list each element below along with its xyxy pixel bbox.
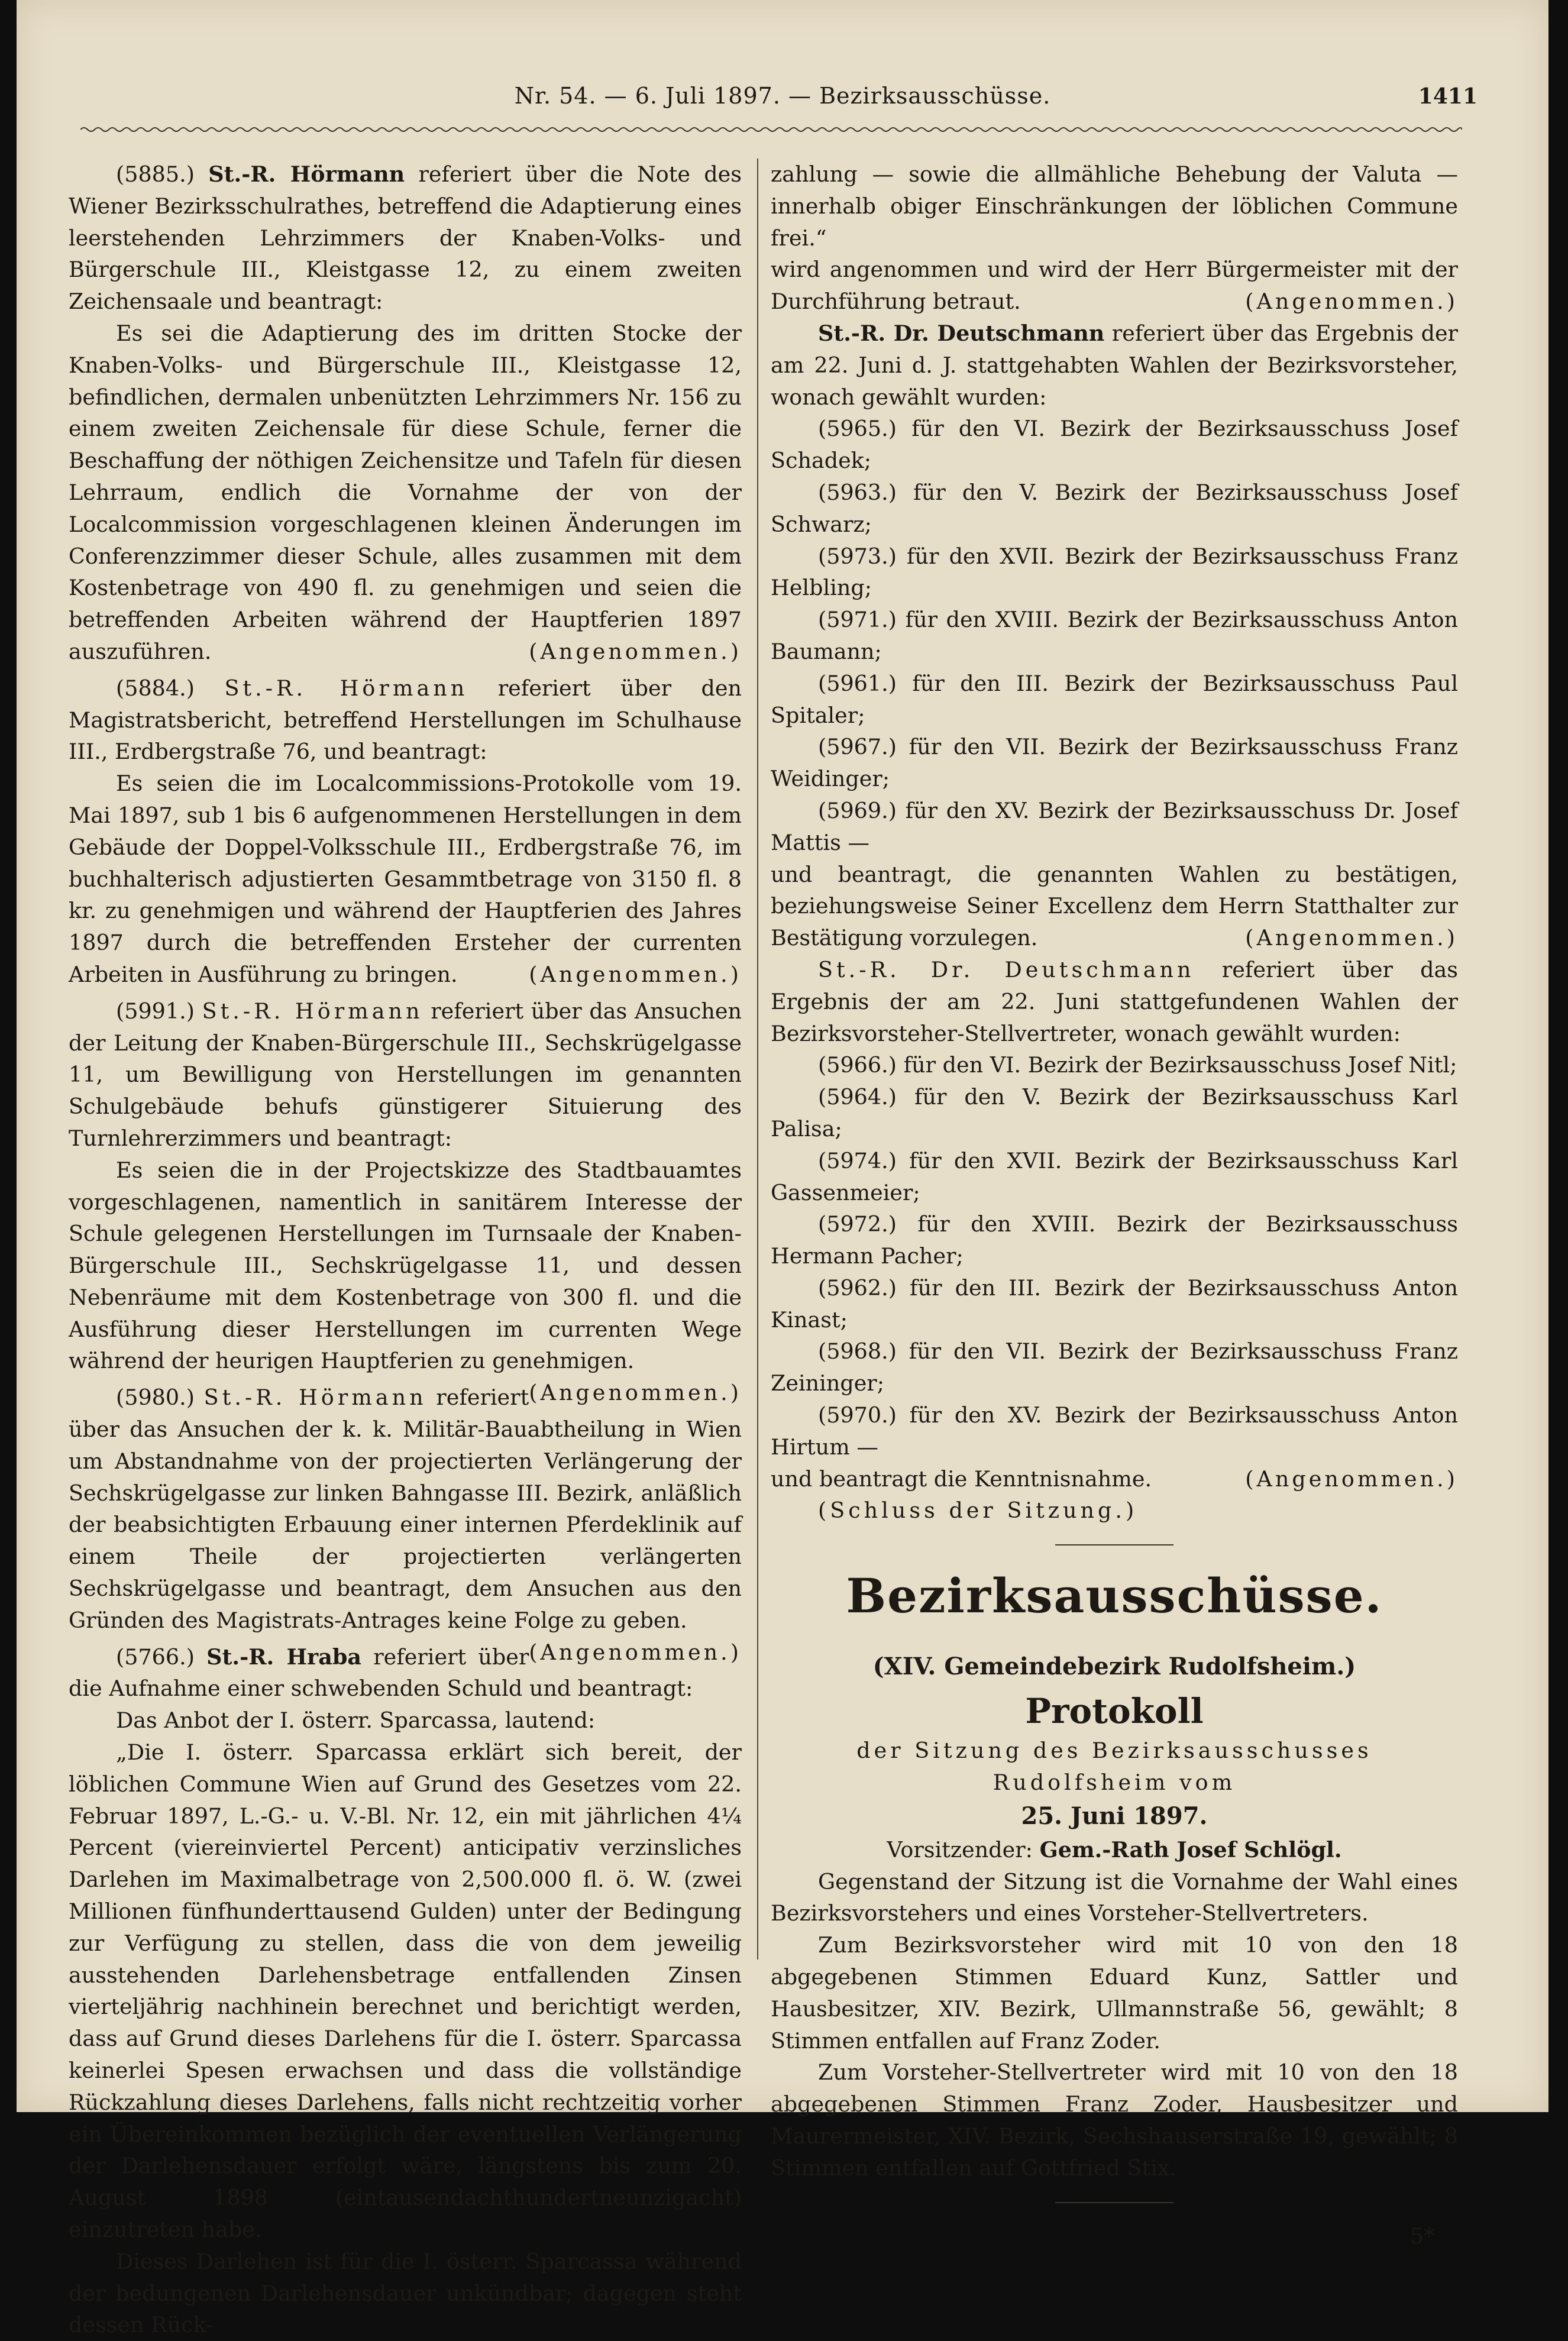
result-accepted: (Angenommen.)	[529, 638, 742, 664]
item-number: (5885.)	[116, 161, 195, 187]
header-line: Nr. 54. — 6. Juli 1897. — Bezirksausschüsse.	[514, 83, 1051, 109]
page-number: 1411	[1418, 84, 1478, 109]
chair-line	[771, 1834, 1458, 1866]
left-column	[69, 159, 742, 2341]
item-5885	[69, 159, 742, 318]
item-text: referiert über den Magistratsbericht, betreffend Herstellungen im Schulhause III., Erdbergstraße 76, und beantragt:	[69, 675, 742, 765]
chair-name: Gem.-Rath Josef Schlögl.	[1039, 1836, 1342, 1863]
chair-label: Vorsitzender:	[887, 1836, 1033, 1863]
election-entry: (5968.) für den VII. Bezirk der Bezirksausschuss Franz Zeininger;	[771, 1338, 1458, 1396]
speaker-name: St.-R. Hraba	[206, 1644, 362, 1670]
item-number: (5766.)	[116, 1644, 195, 1670]
right-column	[771, 159, 1458, 2252]
result-accepted: (Angenommen.)	[529, 961, 742, 987]
item-text: referiert über das Ergebnis der am 22. Juni d. J. stattgehabten Wahlen der Bezirksvorsteher, wonach gewählt wurden:	[771, 320, 1458, 410]
speaker-name: St.-R. Hörmann	[203, 1385, 427, 1411]
newspaper-page	[17, 0, 1548, 2338]
motion-text: Es seien die im Localcommissions-Protokolle vom 19. Mai 1897, sub 1 bis 6 aufgenommenen Herstellungen in dem Gebäude der Doppel-Volksschule III., Erdbergstraße 76, im buchhalterisch adjustierten Gesammtbetrage von 3150 fl. 8 kr. zu genehmigen und während der Hauptferien des Jahres 1897 durch die betreffenden Ersteher der currenten Arbeiten in Ausführung zu bringen. (Angenommen.)	[69, 768, 742, 991]
offer-quote: „Die I. österr. Sparcassa erklärt sich bereit, der löblichen Commune Wien auf Grund des Gesetzes vom 22. Februar 1897, L.-G.- u. V.-Bl. Nr. 12, ein mit jährlichen 4¼ Percent (viereinviertel Percent) anticipativ verzinsliches Darlehen im Maximalbetrage von 2,500.000 fl. ö. W. (zwei Millionen fünfhunderttausend Gulden) unter der Bedingung zur Verfügung zu stellen, dass die von dem jeweilig ausstehenden Darlehensbetrage entfallenden Zinsen vierteljährig nachhinein berechnet und berichtigt werden, dass auf Grund dieses Darlehens für die I. österr. Sparcassa keinerlei Spesen erwachsen und dass die vollständige Rückzahlung dieses Darlehens, falls nicht rechtzeitig vorher ein Übereinkommen bezüglich der eventuellen Verlängerung der Darlehensdauer erfolgt wäre, längstens bis zum 20. August 1898 (eintausendachthundertneunzigacht) einzutreten habe.	[69, 1739, 742, 2242]
election-entry: (5972.) für den XVIII. Bezirk der Bezirksausschuss Hermann Pacher;	[771, 1211, 1458, 1269]
page-header	[17, 83, 1548, 118]
protocol-heading: Protokoll	[1025, 1691, 1204, 1732]
session-subject: Gegenstand der Sitzung ist die Vornahme der Wahl eines Bezirksvorstehers und eines Vorsteher-Stellvertreters.	[771, 1868, 1458, 1926]
result-accepted: (Angenommen.)	[1245, 1466, 1458, 1492]
vote-chair: Zum Bezirksvorsteher wird mit 10 von den 18 abgegebenen Stimmen Eduard Kunz, Sattler und Hausbesitzer, XIV. Bezirk, Ullmannstraße 56, gewählt; 8 Stimmen entfallen auf Franz Zoder.	[771, 1932, 1458, 2054]
item-number: (5980.)	[116, 1385, 195, 1411]
speaker-name: St.-R. Dr. Deutschmann	[818, 956, 1195, 982]
offer-resolution: wird angenommen und wird der Herr Bürgermeister mit der Durchführung betraut. (Angenommen.)	[771, 254, 1458, 318]
vote-deputy: Zum Vorsteher-Stellvertreter wird mit 10 von den 18 abgegebenen Stimmen Franz Zoder, Hausbesitzer und Maurermeister, XIV. Bezirk, Sechshauserstraße 19, gewählt; 8 Stimmen entfallen auf Gottfried Stix.	[771, 2059, 1458, 2181]
item-number: (5884.)	[116, 675, 195, 701]
district-heading: (XIV. Gemeindebezirk Rudolfsheim.)	[872, 1653, 1356, 1681]
session-line: der Sitzung des Bezirksausschusses Rudolfsheim vom	[856, 1738, 1372, 1796]
result-accepted: (Angenommen.)	[1245, 289, 1458, 315]
item-text: referiert über das Ergebnis der am 22. Juni stattgefundenen Wahlen der Bezirksvorsteher-Stellvertreter, wonach gewählt wurden:	[771, 956, 1458, 1046]
offer-intro: Das Anbot der I. österr. Sparcassa, lautend:	[116, 1708, 596, 1734]
election-motion: und beantragt die Kenntnisnahme. (Angenommen.)	[771, 1463, 1458, 1495]
election-entry: (5974.) für den XVII. Bezirk der Bezirksausschuss Karl Gassenmeier;	[771, 1147, 1458, 1205]
item-number: (5991.)	[116, 998, 195, 1024]
item-5884	[69, 672, 742, 768]
section-divider	[1055, 1544, 1173, 1545]
speaker-name: St.-R. Hörmann	[208, 161, 405, 187]
motion-text: Es seien die in der Projectskizze des Stadtbauamtes vorgeschlagenen, namentlich in sanitärem Interesse der Schule gelegenen Herstellungen im Turnsaale der Knaben-Bürgerschule III., Sechskrügelgasse 11, und dessen Nebenräume mit dem Kostenbetrage von 300 fl. und die Ausführung dieser Herstellungen im currenten Wege während der heurigen Hauptferien zu genehmigen. (Angenommen.)	[69, 1155, 742, 1378]
speaker-name: St.-R. Hörmann	[202, 998, 423, 1024]
section-title: Bezirksausschüsse.	[846, 1568, 1383, 1624]
end-divider	[1055, 2202, 1173, 2203]
column-divider	[757, 159, 758, 1960]
election-entry: (5967.) für den VII. Bezirk der Bezirksausschuss Franz Weidinger;	[771, 734, 1458, 792]
item-text: referiert über die Note des Wiener Bezirksschulrathes, betreffend die Adaptierung eines leerstehenden Lehrzimmers der Knaben-Volks- und Bürgerschule III., Kleistgasse 12, zu einem zweiten Zeichensaale und beantragt:	[69, 161, 742, 315]
election-entry: (5966.) für den VI. Bezirk der Bezirksausschuss Josef Nitl;	[818, 1052, 1457, 1078]
result-accepted: (Angenommen.)	[529, 1639, 742, 1665]
header-wavy-rule	[80, 125, 1462, 134]
item-election-chairs	[771, 318, 1458, 413]
offer-quote-continued: zahlung — sowie die allmähliche Behebung der Valuta — innerhalb obiger Einschränkungen der löblichen Commune frei.“	[771, 161, 1458, 251]
result-accepted: (Angenommen.)	[1245, 925, 1458, 951]
election-entry: (5970.) für den XV. Bezirk der Bezirksausschuss Anton Hirtum —	[771, 1402, 1458, 1460]
signature-mark: 5*	[1410, 2224, 1434, 2249]
election-entry: (5971.) für den XVIII. Bezirk der Bezirksausschuss Anton Baumann;	[771, 607, 1458, 664]
item-5991	[69, 995, 742, 1155]
speaker-name: St.-R. Hörmann	[224, 675, 468, 701]
election-entry: (5964.) für den V. Bezirk der Bezirksausschuss Karl Palisa;	[771, 1084, 1458, 1142]
item-text: referiert über das Ansuchen der Leitung der Knaben-Bürgerschule III., Sechskrügelgasse 11, um Bewilligung von Herstellungen im genannten Schulgebäude behufs günstigerer Situierung des Turnlehrerzimmers und beantragt:	[69, 998, 742, 1151]
item-election-deputies	[771, 954, 1458, 1049]
election-entry: (5965.) für den VI. Bezirk der Bezirksausschuss Josef Schadek;	[771, 416, 1458, 474]
election-entry: (5969.) für den XV. Bezirk der Bezirksausschuss Dr. Josef Mattis —	[771, 797, 1458, 855]
result-accepted: (Angenommen.)	[529, 1380, 742, 1406]
election-entry: (5962.) für den III. Bezirk der Bezirksausschuss Anton Kinast;	[771, 1275, 1458, 1333]
item-text: referiert über das Ansuchen der k. k. Militär-Bauabtheilung in Wien um Abstandnahme von der projectierten Verlängerung der Sechskrügelgasse zur linken Bahngasse III. Bezirk, anläßlich der beabsichtigten Erbauung einer internen Pferdeklinik auf einem Theile der projectierten verlängerten Sechskrügelgasse und beantragt, dem Ansuchen aus den Gründen des Magistrats-Antrages keine Folge zu geben.	[69, 1385, 742, 1633]
election-motion: und beantragt, die genannten Wahlen zu bestätigen, beziehungsweise Seiner Excellenz dem Herrn Statthalter zur Bestätigung vorzulegen. (Angenommen.)	[771, 859, 1458, 954]
session-end: (Schluss der Sitzung.)	[818, 1498, 1138, 1524]
offer-terms: Dieses Darlehen ist für die I. österr. Sparcassa während der bedungenen Darlehensdauer unkündbar; dagegen steht dessen Rück-	[69, 2248, 742, 2338]
election-entry: (5963.) für den V. Bezirk der Bezirksausschuss Josef Schwarz;	[771, 479, 1458, 537]
motion-text: Es sei die Adaptierung des im dritten Stocke der Knaben-Volks- und Bürgerschule III., Kleistgasse 12, befindlichen, dermalen unbenützten Lehrzimmers Nr. 156 zu einem zweiten Zeichensale für diese Schule, ferner die Beschaffung der nöthigen Zeichensitze und Tafeln für diesen Lehrraum, endlich die Vornahme der von der Localcommission vorgeschlagenen kleinen Änderungen im Conferenzzimmer dieser Schule, alles zusammen mit dem Kostenbetrage von 490 fl. zu genehmigen und seien die betreffenden Arbeiten während der Hauptferien 1897 auszuführen. (Angenommen.)	[69, 318, 742, 668]
speaker-name: St.-R. Dr. Deutschmann	[818, 320, 1105, 346]
election-entry: (5973.) für den XVII. Bezirk der Bezirksausschuss Franz Helbling;	[771, 543, 1458, 601]
session-date: 25. Juni 1897.	[1021, 1802, 1208, 1830]
election-entry: (5961.) für den III. Bezirk der Bezirksausschuss Paul Spitaler;	[771, 670, 1458, 728]
item-text: referiert über die Aufnahme einer schwebenden Schuld und beantragt:	[69, 1644, 693, 1702]
